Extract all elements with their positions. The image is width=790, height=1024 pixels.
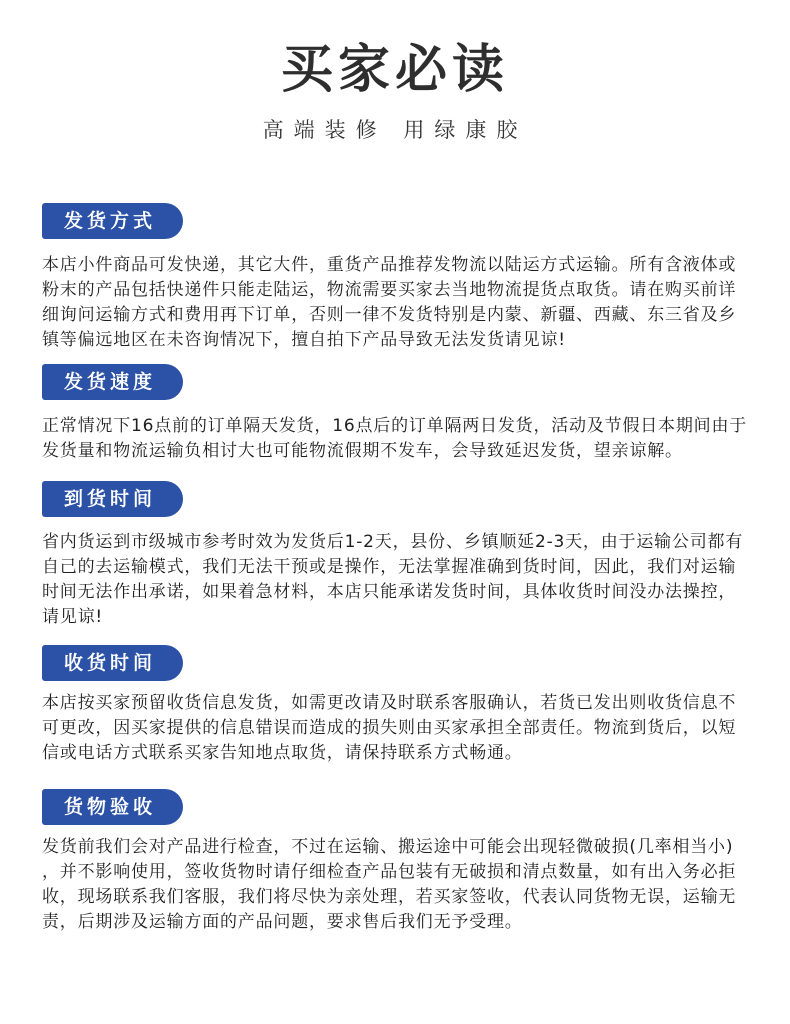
section-heading-tag: 到货时间 [42,481,183,517]
paragraph-line: 收，现场联系我们客服，我们将尽快为亲处理，若买家签收，代表认同货物无误，运输无 [42,887,737,907]
section-paragraph [42,253,772,353]
section-heading-tag: 发货方式 [42,203,183,239]
paragraph-line: 请见谅! [42,607,104,627]
section-paragraph [42,530,772,630]
page-title: 买家必读 [280,40,509,100]
paragraph-line: 时间无法作出承诺，如果着急材料，本店只能承诺发货时间，具体收货时间没办法操控， [42,582,737,602]
section-paragraph [42,691,772,766]
paragraph-line: 发货量和物流运输负相讨大也可能物流假期不发车，会导致延迟发货，望亲谅解。 [42,441,683,461]
section-heading-tag: 发货速度 [42,364,183,400]
paragraph-line: 正常情况下16点前的订单隔天发货，16点后的订单隔两日发货，活动及节假日本期间由于 [42,416,748,436]
paragraph-line: 自己的去运输模式，我们无法干预或是操作，无法掌握准确到货时间，因此，我们对运输 [42,557,737,577]
section-heading-tag: 货物验收 [42,789,183,825]
paragraph-line: 粉末的产品包括快递件只能走陆运，物流需要买家去当地物流提货点取货。请在购买前详 [42,280,737,300]
paragraph-line: 本店按买家预留收货信息发货，如需更改请及时联系客服确认，若货已发出则收货信息不 [42,693,737,713]
paragraph-line: 镇等偏远地区在未咨询情况下，擅自拍下产品导致无法发货请见谅! [42,330,566,350]
section-paragraph [42,414,772,464]
paragraph-line: 可更改，因买家提供的信息错误而造成的损失则由买家承担全部责任。物流到货后，以短 [42,718,737,738]
paragraph-line: ，并不影响使用，签收货物时请仔细检查产品包装有无破损和清点数量，如有出入务必拒 [42,862,737,882]
section-heading-tag: 收货时间 [42,645,183,681]
paragraph-line: 责，后期涉及运输方面的产品问题，要求售后我们无予受理。 [42,912,523,932]
paragraph-line: 本店小件商品可发快递，其它大件，重货产品推荐发物流以陆运方式运输。所有含液体或 [42,255,737,275]
paragraph-line: 省内货运到市级城市参考时效为发货后1-2天，县份、乡镇顺延2-3天，由于运输公司都有 [42,532,744,552]
section-paragraph [42,835,772,935]
paragraph-line: 信或电话方式联系买家告知地点取货，请保持联系方式畅通。 [42,743,523,763]
page-subtitle: 高端装修 用绿康胶 [262,118,528,142]
paragraph-line: 细询问运输方式和费用再下订单，否则一律不发货特别是内蒙、新疆、西藏、东三省及乡 [42,305,737,325]
paragraph-line: 发货前我们会对产品进行检查，不过在运输、搬运途中可能会出现轻微破损(几率相当小) [42,837,734,857]
